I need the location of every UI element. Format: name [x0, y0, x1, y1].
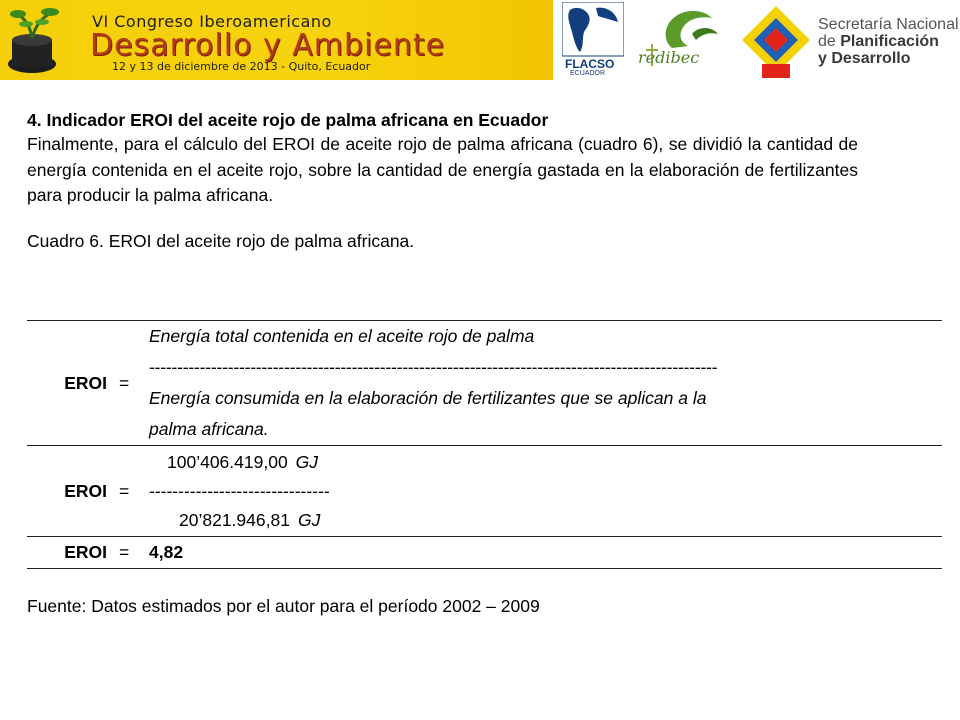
source-note: Fuente: Datos estimados por el autor para el período 2002 – 2009 — [27, 596, 540, 616]
table-row-formula — [27, 321, 942, 446]
congress-title: Desarrollo y Ambiente — [90, 28, 446, 63]
congress-banner — [0, 0, 553, 80]
section-paragraph: Finalmente, para el cálculo del EROI de aceite rojo de palma africana (cuadro 6), se dividió la cantidad de energía contenida en el aceite rojo, sobre la cantidad de energía gastada en la elaboración de fertilizantes para producir la palma africana. — [27, 134, 858, 205]
redibec-logo — [632, 4, 736, 80]
values-divider: ------------------------------- — [149, 481, 330, 501]
numerator-unit: GJ — [295, 452, 319, 472]
flacso-sub: ECUADOR — [570, 70, 606, 77]
senplades-line2-prefix: de — [818, 33, 841, 50]
denominator-unit: GJ — [297, 510, 321, 530]
row-label: EROI — [27, 537, 115, 569]
senplades-logo — [740, 4, 812, 80]
redibec-label: redibec — [638, 48, 700, 67]
senplades-line2 — [818, 33, 959, 50]
numerator-value: 100’406.419,00 — [167, 452, 288, 472]
formula-numerator: Energía total contenida en el aceite rojo de palma — [149, 326, 535, 346]
section-content — [27, 108, 858, 253]
oil-barrel-plant-logo — [2, 2, 82, 78]
table-caption: Cuadro 6. EROI del aceite rojo de palma africana. — [27, 230, 415, 251]
eroi-table — [27, 320, 942, 569]
formula-denominator-line1: Energía consumida en la elaboración de fertilizantes que se aplican a la — [149, 388, 707, 408]
denominator-line — [149, 504, 942, 536]
numerator-line — [149, 446, 942, 478]
values-cell — [149, 446, 942, 537]
senplades-text — [818, 16, 959, 67]
row-equals: = — [115, 537, 149, 569]
row-label: EROI — [27, 321, 115, 446]
formula-divider: ----------------------------------------------------------------------------------------------------- — [149, 357, 718, 377]
row-equals: = — [115, 321, 149, 446]
eroi-result: 4,82 — [149, 537, 942, 569]
senplades-line1: Secretaría Nacional — [818, 16, 959, 33]
denominator-value: 20’821.946,81 — [179, 510, 290, 530]
table-row-result — [27, 537, 942, 569]
formula-denominator-line2: palma africana. — [149, 419, 269, 439]
senplades-line2-bold: Planificación — [840, 33, 939, 50]
row-label: EROI — [27, 446, 115, 537]
flacso-label: FLACSO — [565, 57, 615, 71]
header-logos — [0, 0, 960, 84]
senplades-line3: y Desarrollo — [818, 50, 911, 67]
congress-date-place: 12 y 13 de diciembre de 2013 - Quito, Ecuador — [112, 60, 371, 73]
row-equals: = — [115, 446, 149, 537]
section-heading: 4. Indicador EROI del aceite rojo de palma africana en Ecuador — [27, 110, 549, 130]
formula-cell — [149, 321, 942, 446]
congress-edition: VI Congreso Iberoamericano — [92, 12, 332, 31]
table-row-values — [27, 446, 942, 537]
